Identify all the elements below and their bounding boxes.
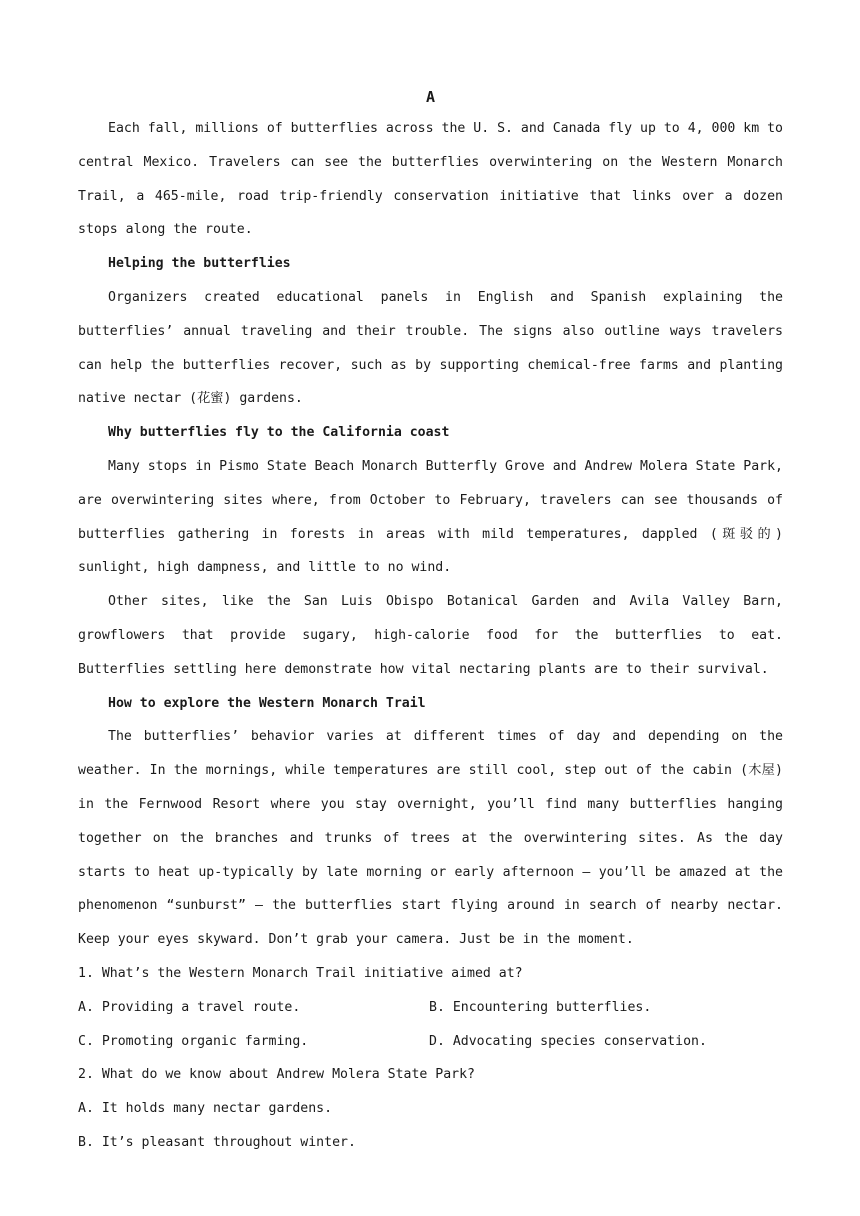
paragraph-intro: Each fall, millions of butterflies across the U. S. and Canada fly up to 4, 000 km to central Mexico. Travelers can see the butterflies overwintering on the Western Monarch Trail, a 465-mile, road trip-friendly conservation initiative that links over a dozen stops along the route. <box>78 121 783 238</box>
section-heading-helping: Helping the butterflies <box>108 256 291 272</box>
passage-title: A <box>425 88 436 106</box>
paragraph-helping: Organizers created educational panels in English and Spanish explaining the butterflies’ annual traveling and their trouble. The signs also outline ways travelers can help the butterflies recover, such as by supporting chemical-free farms and planting native nectar (花蜜) gardens. <box>78 289 783 407</box>
question-1-stem: 1. What’s the Western Monarch Trail initiative aimed at? <box>78 965 523 981</box>
section-heading-explore: How to explore the Western Monarch Trail <box>108 695 426 711</box>
question-2-option-a: A. It holds many nectar gardens. <box>78 1101 333 1117</box>
question-2-stem: 2. What do we know about Andrew Molera State Park? <box>78 1067 475 1083</box>
question-2-option-b: B. It’s pleasant throughout winter. <box>78 1134 356 1150</box>
question-1-options-row-2 <box>78 1025 783 1059</box>
paragraph-explore: The butterflies’ behavior varies at different times of day and depending on the weather. In the mornings, while temperatures are still cool, step out of the cabin (木屋) in the Fernwood Resort where you stay overnight, you’ll find many butterflies hanging together on the branches and trunks of trees at the overwintering sites. As the day starts to heat up-typically by late morning or early afternoon — you’ll be amazed at the phenomenon “sunburst” — the butterflies start flying around in search of nearby nectar. Keep your eyes skyward. Don’t grab your camera. Just be in the moment. <box>78 729 783 948</box>
paragraph-nectar-sites: Other sites, like the San Luis Obispo Botanical Garden and Avila Valley Barn, growflowers that provide sugary, high-calorie food for the butterflies to eat. Butterflies settling here demonstrate how vital nectaring plants are to their survival. <box>78 594 783 677</box>
question-1-option-a: A. Providing a travel route. <box>78 999 301 1015</box>
question-1-option-d: D. Advocating species conservation. <box>429 1033 707 1049</box>
question-1-options-row-1 <box>78 991 783 1025</box>
question-1-option-c: C. Promoting organic farming. <box>78 1033 309 1049</box>
paragraph-overwintering-sites: Many stops in Pismo State Beach Monarch Butterfly Grove and Andrew Molera State Park, are overwintering sites where, from October to February, travelers can see thousands of butterflies gathering in forests in areas with mild temperatures, dappled (斑驳的) sunlight, high dampness, and little to no wind. <box>78 458 783 576</box>
section-heading-why: Why butterflies fly to the California coast <box>108 425 450 441</box>
question-1-option-b: B. Encountering butterflies. <box>429 999 652 1015</box>
document-page <box>78 84 783 1160</box>
